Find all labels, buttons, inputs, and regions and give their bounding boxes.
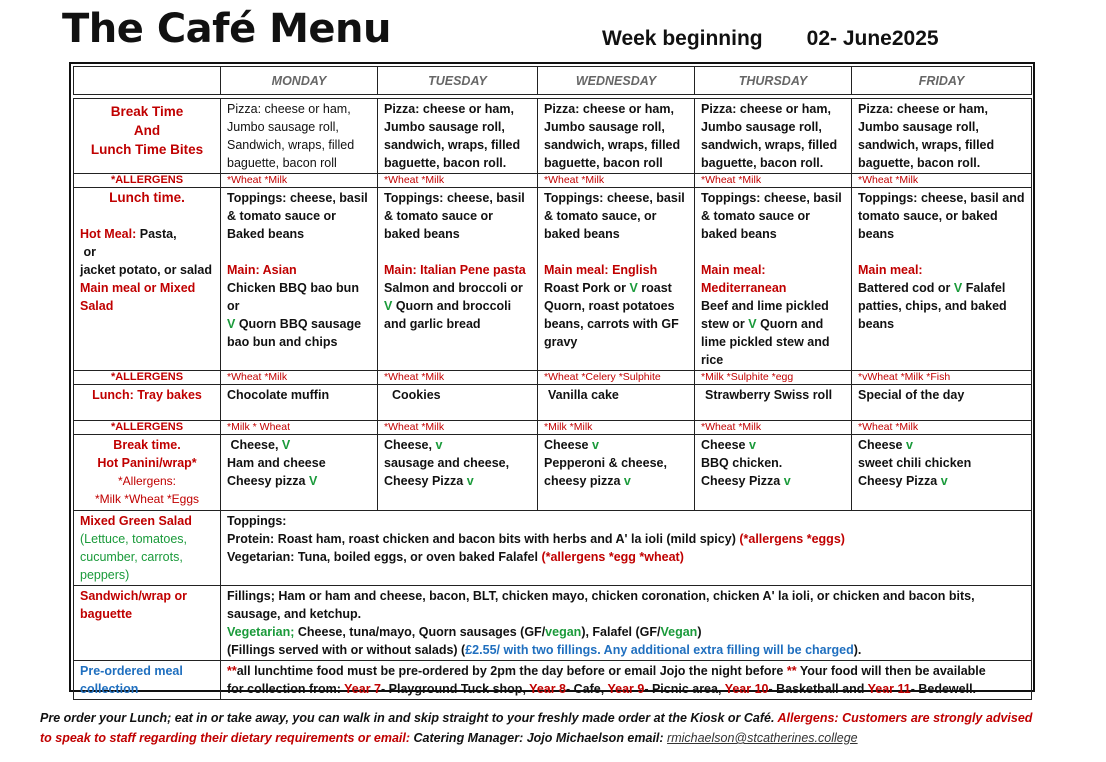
vegetarian-icon: v <box>591 438 599 452</box>
lunch-mon: Toppings: cheese, basil & tomato sauce or Baked beans Main: Asian Chicken BBQ bao bun or V Quorn BBQ sausage bao bun and chips <box>221 188 378 371</box>
week-beginning <box>602 27 939 51</box>
allergen-thu: *Wheat *Milk <box>695 174 852 188</box>
page-title: The Café Menu <box>62 6 392 52</box>
lunch-thu: Toppings: cheese, basil & tomato sauce or baked beans Main meal: Mediterranean Beef and lime pickled stew or V Quorn and lime pickled stew and rice <box>695 188 852 371</box>
panini-thu: Cheese v BBQ chicken. Cheesy Pizza v <box>695 435 852 511</box>
day-thursday: THURSDAY <box>695 67 852 95</box>
preorder-label: Pre-ordered meal collection <box>74 661 221 700</box>
salad-content: Toppings: Protein: Roast ham, roast chicken and bacon bits with herbs and A' la ioli (mild spicy) (*allergens *eggs) Vegetarian: Tuna, boiled eggs, or oven baked Falafel (*allergens *egg *wheat) <box>221 511 1032 586</box>
lunch-fri: Toppings: cheese, basil and tomato sauce, or baked beans Main meal: Battered cod or V Falafel patties, chips, and baked beans <box>852 188 1032 371</box>
allergens-label: *ALLERGENS <box>74 174 221 188</box>
allergen-wed: *Wheat *Milk <box>538 174 695 188</box>
sandwich-label: Sandwich/wrap or baguette <box>74 586 221 661</box>
break-label: Break Time And Lunch Time Bites <box>74 99 221 174</box>
salad-row <box>74 511 1032 586</box>
allergen-tue: *Wheat *Milk <box>378 174 538 188</box>
day-tuesday: TUESDAY <box>378 67 538 95</box>
tray-mon: Chocolate muffin <box>221 385 378 421</box>
allergen-fri: *Wheat *Milk <box>852 174 1032 188</box>
vegetarian-icon: v <box>905 438 913 452</box>
vegetarian-icon: V <box>227 317 236 331</box>
vegetarian-icon: v <box>940 474 948 488</box>
week-label: Week beginning <box>602 27 763 50</box>
panini-fri: Cheese v sweet chili chicken Cheesy Pizza v <box>852 435 1032 511</box>
panini-label: Break time. Hot Panini/wrap* *Allergens: *Milk *Wheat *Eggs <box>74 435 221 511</box>
allergens-row-3 <box>74 421 1032 435</box>
vegetarian-icon: V <box>953 281 963 295</box>
menu-table <box>73 66 1032 700</box>
week-date: 02- June2025 <box>806 27 939 50</box>
preorder-row <box>74 661 1032 700</box>
panini-row <box>74 435 1032 511</box>
allergens-label: *ALLERGENS <box>74 421 221 435</box>
panini-tue: Cheese, v sausage and cheese, Cheesy Pizza v <box>378 435 538 511</box>
vegetarian-icon: v <box>748 438 756 452</box>
tray-row <box>74 385 1032 421</box>
allergen-fri: *Wheat *Milk <box>852 421 1032 435</box>
allergen-thu: *Milk *Sulphite *egg <box>695 371 852 385</box>
allergen-fri: *vWheat *Milk *Fish <box>852 371 1032 385</box>
header-blank <box>74 67 221 95</box>
lunch-wed: Toppings: cheese, basil & tomato sauce, or baked beans Main meal: English Roast Pork or V roast Quorn, roast potatoes beans, carrots with GF gravy <box>538 188 695 371</box>
day-friday: FRIDAY <box>852 67 1032 95</box>
allergen-mon: *Wheat *Milk <box>221 371 378 385</box>
break-mon: Pizza: cheese or ham, Jumbo sausage roll, Sandwich, wraps, filled baguette, bacon roll <box>221 99 378 174</box>
sandwich-content: Fillings; Ham or ham and cheese, bacon, BLT, chicken mayo, chicken coronation, chicken A' la ioli, or chicken and bacon bits, sausage, and ketchup. Vegetarian; Cheese, tuna/mayo, Quorn sausages (GF/vegan), Falafel (GF/Vegan) (Fillings served with or without salads) (£2.55/ with two fillings. Any additional extra filling will be charged). <box>221 586 1032 661</box>
preorder-content: **all lunchtime food must be pre-ordered by 2pm the day before or email Jojo the night before ** Your food will then be available for collection from: Year 7- Playground Tuck shop, Year 8- Cafe, Year 9- Picnic area, Year 10- Basketball and Year 11- Bedewell. <box>221 661 1032 700</box>
day-monday: MONDAY <box>221 67 378 95</box>
email-link[interactable]: rmichaelson@stcatherines.college <box>667 731 858 745</box>
vegetarian-icon: v <box>623 474 631 488</box>
vegetarian-icon: v <box>435 438 443 452</box>
vegetarian-icon: V <box>309 474 318 488</box>
break-wed: Pizza: cheese or ham, Jumbo sausage roll, sandwich, wraps, filled baguette, bacon roll <box>538 99 695 174</box>
allergen-mon: *Milk * Wheat <box>221 421 378 435</box>
lunch-tue: Toppings: cheese, basil & tomato sauce or baked beans Main: Italian Pene pasta Salmon and broccoli or V Quorn and broccoli and garlic bread <box>378 188 538 371</box>
allergens-label: *ALLERGENS <box>74 371 221 385</box>
footer-note: Pre order your Lunch; eat in or take away, you can walk in and skip straight to your freshly made order at the Kiosk or Café. Allergens: Customers are strongly advised to speak to staff regarding their dietary requirements or email: Catering Manager: Jojo Michaelson email: rmichaelson@stcatherines.college <box>40 711 1033 745</box>
day-wednesday: WEDNESDAY <box>538 67 695 95</box>
panini-mon: Cheese, V Ham and cheese Cheesy pizza V <box>221 435 378 511</box>
vegetarian-icon: v <box>466 474 474 488</box>
vegetarian-icon: v <box>783 474 791 488</box>
tray-label: Lunch: Tray bakes <box>74 385 221 421</box>
panini-wed: Cheese v Pepperoni & cheese, cheesy pizza v <box>538 435 695 511</box>
sandwich-row <box>74 586 1032 661</box>
allergens-row-2 <box>74 371 1032 385</box>
allergen-tue: *Wheat *Milk <box>378 371 538 385</box>
allergen-wed: *Milk *Milk <box>538 421 695 435</box>
vegetarian-icon: V <box>748 317 757 331</box>
allergen-thu: *Wheat *Milk <box>695 421 852 435</box>
lunch-label: Lunch time. Hot Meal: Pasta, or jacket potato, or salad Main meal or Mixed Salad <box>74 188 221 371</box>
allergens-row-1 <box>74 174 1032 188</box>
salad-label: Mixed Green Salad (Lettuce, tomatoes, cucumber, carrots, peppers) <box>74 511 221 586</box>
allergen-mon: *Wheat *Milk <box>221 174 378 188</box>
vegetarian-icon: V <box>629 281 638 295</box>
tray-tue: Cookies <box>378 385 538 421</box>
break-thu: Pizza: cheese or ham, Jumbo sausage roll, sandwich, wraps, filled baguette, bacon roll. <box>695 99 852 174</box>
break-fri: Pizza: cheese or ham, Jumbo sausage roll, sandwich, wraps, filled baguette, bacon roll. <box>852 99 1032 174</box>
allergen-tue: *Wheat *Milk <box>378 421 538 435</box>
break-tue: Pizza: cheese or ham, Jumbo sausage roll, sandwich, wraps, filled baguette, bacon roll. <box>378 99 538 174</box>
allergen-wed: *Wheat *Celery *Sulphite <box>538 371 695 385</box>
tray-thu: Strawberry Swiss roll <box>695 385 852 421</box>
vegetarian-icon: V <box>281 438 291 452</box>
tray-fri: Special of the day <box>852 385 1032 421</box>
lunch-row <box>74 188 1032 371</box>
day-header-row <box>74 67 1032 95</box>
vegetarian-icon: V <box>384 299 393 313</box>
break-row <box>74 99 1032 174</box>
tray-wed: Vanilla cake <box>538 385 695 421</box>
